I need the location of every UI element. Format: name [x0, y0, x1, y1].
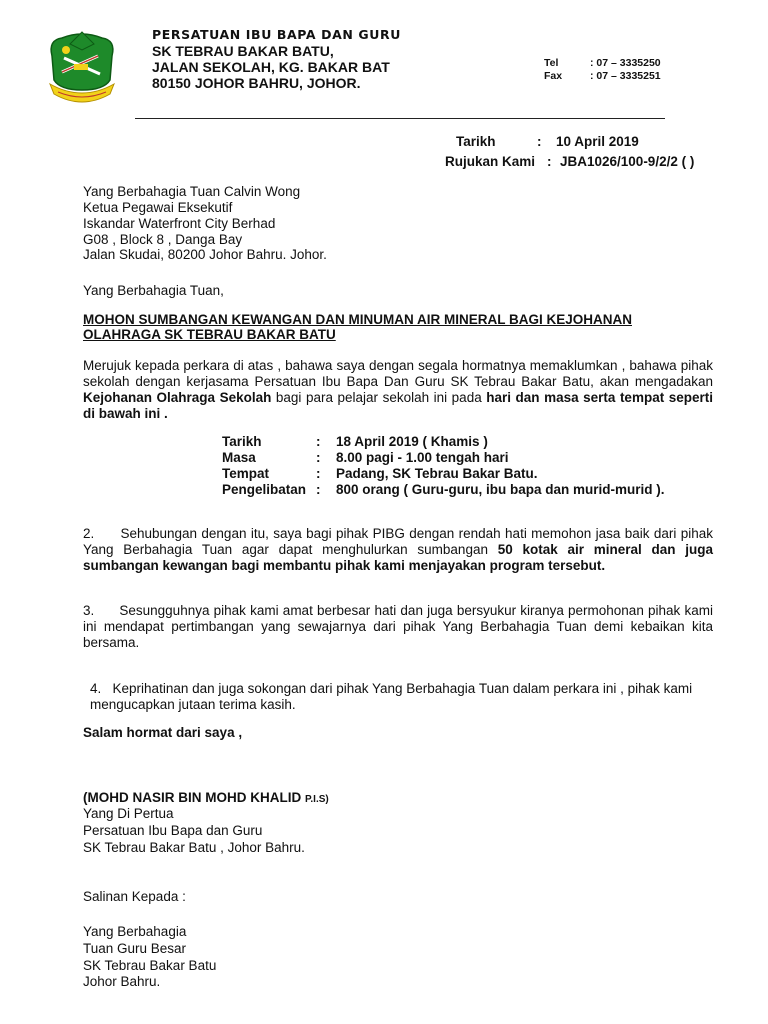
- event-sep: :: [316, 434, 321, 449]
- ref-sep: :: [547, 154, 552, 169]
- event-label: Pengelibatan: [222, 482, 307, 497]
- recipient-line: Iskandar Waterfront City Berhad: [83, 216, 276, 231]
- ref-value: JBA1026/100-9/2/2 ( ): [560, 154, 695, 169]
- cc-line: Yang Berbahagia: [83, 924, 187, 939]
- para-number: 4.: [90, 681, 102, 696]
- para-number: 2.: [83, 526, 95, 541]
- para-number: 3.: [83, 603, 95, 618]
- para-text: Keprihatinan dan juga sokongan dari pihak Yang Berbahagia Tuan dalam perkara ini , pihak kami mengucapkan jutaan terima kasih.: [90, 681, 693, 712]
- tel-value: : 07 – 3335250: [590, 57, 661, 69]
- intro-text-1: Merujuk kepada perkara di atas , bahawa saya dengan segala hormatnya memaklumkan , bahawa pihak sekolah dengan kerjasama Persatuan Ibu Bapa Dan Guru SK Tebrau Bakar Batu, akan mengadakan: [83, 358, 713, 389]
- date-sep: :: [537, 134, 542, 149]
- signatory-name-row: [83, 790, 329, 805]
- event-label: Tarikh: [222, 434, 262, 449]
- intro-paragraph: [83, 358, 713, 422]
- event-value: 18 April 2019 ( Khamis ): [336, 434, 488, 449]
- event-value: Padang, SK Tebrau Bakar Batu.: [336, 466, 538, 481]
- event-sep: :: [316, 450, 321, 465]
- fax-row: [544, 70, 661, 82]
- subject: MOHON SUMBANGAN KEWANGAN DAN MINUMAN AIR MINERAL BAGI KEJOHANAN OLAHRAGA SK TEBRAU BAKAR BATU: [83, 312, 632, 342]
- event-label: Masa: [222, 450, 256, 465]
- closing: Salam hormat dari saya ,: [83, 725, 243, 740]
- org-name: PERSATUAN IBU BAPA DAN GURU: [152, 27, 401, 42]
- paragraph-2: [83, 526, 713, 574]
- tel-label: Tel: [544, 57, 559, 69]
- intro-bold-end: hari dan masa serta tempat seperti di bawah ini .: [83, 390, 713, 421]
- recipient-line: G08 , Block 8 , Danga Bay: [83, 232, 243, 247]
- recipient-line: Ketua Pegawai Eksekutif: [83, 200, 233, 215]
- signatory-line: Yang Di Pertua: [83, 806, 174, 821]
- signatory-suffix: P.I.S): [305, 794, 329, 805]
- address-line-3: 80150 JOHOR BAHRU, JOHOR.: [152, 75, 361, 91]
- recipient-line: Yang Berbahagia Tuan Calvin Wong: [83, 184, 301, 199]
- cc-line: SK Tebrau Bakar Batu: [83, 958, 217, 973]
- date-value: 10 April 2019: [556, 134, 639, 149]
- cc-line: Johor Bahru.: [83, 974, 161, 989]
- school-logo: [44, 28, 120, 108]
- signatory-name: (MOHD NASIR BIN MOHD KHALID: [83, 790, 302, 805]
- para-text: Sehubungan dengan itu, saya bagi pihak PIBG dengan rendah hati memohon jasa baik dari pihak Yang Berbahagia Tuan agar dapat menghulurkan sumbangan: [83, 526, 713, 557]
- fax-value: : 07 – 3335251: [590, 70, 661, 82]
- event-sep: :: [316, 482, 321, 497]
- event-label: Tempat: [222, 466, 270, 481]
- intro-text-2: bagi para pelajar sekolah ini pada: [271, 390, 487, 405]
- tel-row: [544, 57, 661, 69]
- signatory-line: Persatuan Ibu Bapa dan Guru: [83, 823, 263, 838]
- para-text: Sesungguhnya pihak kami amat berbesar hati dan juga bersyukur kiranya permohonan pihak kami ini mendapat pertimbangan yang sewajarnya dari pihak Yang Berbahagia Tuan demi kebaikan kita bersama.: [83, 603, 713, 650]
- ref-label: Rujukan Kami: [445, 154, 536, 169]
- paragraph-3: [83, 603, 713, 651]
- event-value: 8.00 pagi - 1.00 tengah hari: [336, 450, 509, 465]
- fax-label: Fax: [544, 70, 563, 82]
- event-name: Kejohanan Olahraga Sekolah: [83, 390, 272, 405]
- date-label: Tarikh: [456, 134, 496, 149]
- header-divider: [135, 118, 665, 119]
- para-bold: 50 kotak air mineral dan juga sumbangan kewangan bagi membantu pihak kami menjayakan program tersebut.: [83, 542, 713, 573]
- paragraph-4: [90, 681, 710, 713]
- cc-label: Salinan Kepada :: [83, 889, 186, 904]
- event-value: 800 orang ( Guru-guru, ibu bapa dan murid-murid ).: [336, 482, 665, 497]
- address-line-1: SK TEBRAU BAKAR BATU,: [152, 43, 334, 59]
- salutation: Yang Berbahagia Tuan,: [83, 283, 224, 298]
- event-sep: :: [316, 466, 321, 481]
- signatory-line: SK Tebrau Bakar Batu , Johor Bahru.: [83, 840, 305, 855]
- cc-line: Tuan Guru Besar: [83, 941, 187, 956]
- address-line-2: JALAN SEKOLAH, KG. BAKAR BAT: [152, 59, 390, 75]
- recipient-line: Jalan Skudai, 80200 Johor Bahru. Johor.: [83, 247, 327, 262]
